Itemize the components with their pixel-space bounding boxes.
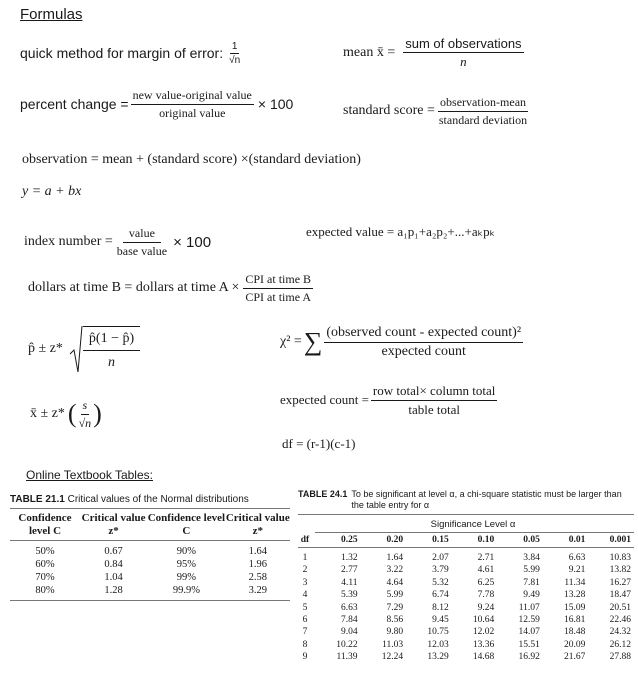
table-row xyxy=(298,564,634,576)
dollars-lhs: dollars at time B = dollars at time A × xyxy=(28,280,240,295)
table-cell: 95% xyxy=(176,559,196,570)
table-cell: 5 xyxy=(302,602,308,613)
table-cell: 5.32 xyxy=(432,577,449,588)
table-cell: 16.81 xyxy=(564,615,586,626)
table-cell: 11.03 xyxy=(382,639,404,650)
mean-numerator: sum of observations xyxy=(405,36,522,51)
table-cell: 16.27 xyxy=(609,577,631,588)
significance-level-column-header: 0.20 xyxy=(361,533,407,548)
table-cell: 5.99 xyxy=(523,565,540,576)
table-cell: 1 xyxy=(302,553,308,563)
table-row xyxy=(10,558,290,571)
significance-level-column-header: 0.01 xyxy=(543,533,589,548)
table-cell: 7 xyxy=(302,627,308,638)
table-cell: 9.49 xyxy=(523,590,540,601)
table-cell: 4 xyxy=(302,590,308,601)
table-cell: 1.96 xyxy=(248,559,267,570)
table-cell: 3.22 xyxy=(386,565,404,576)
expected-count-denominator: table total xyxy=(408,401,460,417)
standard-score-denominator: standard deviation xyxy=(438,112,528,127)
table-cell: 2 xyxy=(302,565,308,576)
table-row xyxy=(298,602,634,614)
index-number-lhs: index number = xyxy=(24,234,113,249)
table-cell: 9.24 xyxy=(477,602,495,613)
expected-value-formula: expected value = a₁p₁+a₂p₂+...+aₖpₖ xyxy=(306,224,496,239)
table-cell: 5.39 xyxy=(340,590,358,601)
table-row xyxy=(298,589,634,601)
table-21-1-label: TABLE 21.1 xyxy=(10,494,65,505)
expected-count-formula xyxy=(280,380,497,420)
margin-of-error-numerator: 1 xyxy=(231,40,238,52)
chi-square-numerator: (observed count - expected count)² xyxy=(324,325,523,343)
table-cell: 6 xyxy=(302,615,308,626)
percent-change-formula xyxy=(20,86,293,122)
table-cell: 8.12 xyxy=(432,602,449,613)
table-cell: 22.46 xyxy=(609,615,631,626)
mean-lhs: mean x̄ = xyxy=(343,45,396,60)
table-cell: 16.92 xyxy=(518,652,540,663)
table-cell: 6.74 xyxy=(432,590,449,601)
table-cell: 99.9% xyxy=(147,584,225,601)
table-cell: 70% xyxy=(35,572,55,583)
percent-change-numerator: new value-original value xyxy=(131,88,254,105)
table-row xyxy=(10,571,290,584)
table-21-1-header: Confidence level C xyxy=(147,509,225,541)
dollars-formula xyxy=(28,268,313,308)
sqrt-sign-icon xyxy=(69,324,83,374)
table-cell: 10.75 xyxy=(427,627,449,638)
table-cell: 5.99 xyxy=(386,590,404,601)
percent-change-times: × 100 xyxy=(257,96,294,112)
significance-level-column-header: 0.15 xyxy=(406,533,452,548)
table-cell: 13.36 xyxy=(472,639,495,650)
table-cell: 3.79 xyxy=(432,565,449,576)
table-cell: 1.64 xyxy=(386,553,404,563)
degrees-of-freedom-formula: df = (r-1)(c-1) xyxy=(282,436,356,451)
table-24-1-label: TABLE 24.1 xyxy=(298,489,348,499)
summation-icon: ∑ xyxy=(303,327,323,356)
table-cell: 50% xyxy=(35,546,55,557)
table-cell: 80% xyxy=(10,584,80,601)
table-cell: 12.24 xyxy=(381,652,404,663)
margin-of-error-denominator: √n xyxy=(229,54,241,66)
table-cell: 0.67 xyxy=(104,546,123,557)
table-cell: 13.82 xyxy=(609,565,631,576)
table-row xyxy=(298,548,634,565)
table-row xyxy=(298,614,634,626)
table-cell: 1.04 xyxy=(104,572,123,583)
table-cell: 3.29 xyxy=(226,584,290,601)
table-cell: 7.84 xyxy=(340,615,358,626)
proportion-ci-formula xyxy=(28,322,140,376)
table-cell: 12.02 xyxy=(472,627,495,638)
table-cell: 21.67 xyxy=(564,652,586,663)
chi-square-formula xyxy=(280,320,523,364)
table-cell: 1.64 xyxy=(248,546,267,557)
table-cell: 12.59 xyxy=(518,615,540,626)
table-cell: 26.12 xyxy=(609,639,631,650)
mean-ci-lhs: x̄ ± z* xyxy=(30,406,65,421)
table-cell: 7.78 xyxy=(477,590,495,601)
table-cell: 14.07 xyxy=(518,627,540,638)
table-cell: 11.39 xyxy=(336,652,358,663)
proportion-ci-numerator: p̂(1 − p̂) xyxy=(83,331,140,351)
table-cell: 2.58 xyxy=(248,572,267,583)
table-cell: 6.63 xyxy=(340,602,358,613)
table-cell: 14.68 xyxy=(472,652,495,663)
table-cell: 13.28 xyxy=(564,590,586,601)
table-row xyxy=(298,639,634,651)
expected-count-lhs: expected count = xyxy=(280,392,369,407)
significance-level-column-header: 0.05 xyxy=(497,533,543,548)
table-cell: 27.88 xyxy=(609,652,631,663)
table-cell: 10.83 xyxy=(609,553,631,563)
table-cell: 11.34 xyxy=(564,577,586,588)
margin-of-error-formula xyxy=(20,36,242,70)
table-21-1-header: Critical value z* xyxy=(80,509,147,541)
table-21-1-title xyxy=(10,492,290,509)
table-row xyxy=(10,541,290,559)
table-cell: 4.64 xyxy=(386,577,404,588)
dollars-numerator: CPI at time B xyxy=(243,272,313,289)
observation-formula: observation = mean + (standard score) ×(standard deviation) xyxy=(22,152,361,167)
table-cell: 11.07 xyxy=(518,602,540,613)
table-cell: 1.32 xyxy=(340,553,358,563)
table-cell: 60% xyxy=(35,559,55,570)
standard-score-formula xyxy=(343,92,529,130)
table-cell: 90% xyxy=(176,546,196,557)
margin-of-error-label: quick method for margin of error: xyxy=(20,45,224,61)
mean-denominator: n xyxy=(460,54,467,69)
table-cell: 3.84 xyxy=(523,553,540,563)
proportion-ci-lhs: p̂ ± z* xyxy=(28,341,63,356)
table-cell: 9.45 xyxy=(432,615,449,626)
table-cell: 9 xyxy=(302,652,308,663)
table-21-1-header: Critical value z* xyxy=(226,509,290,541)
table-cell: 6.25 xyxy=(477,577,495,588)
table-cell: 9.80 xyxy=(386,627,404,638)
standard-score-lhs: standard score = xyxy=(343,103,435,118)
table-cell: 9.21 xyxy=(568,565,586,576)
significance-level-column-header: 0.10 xyxy=(452,533,498,548)
table-cell: 20.51 xyxy=(609,602,631,613)
chi-square-denominator: expected count xyxy=(381,343,466,359)
table-cell: 99% xyxy=(176,572,196,583)
table-cell: 9.04 xyxy=(340,627,358,638)
table-cell: 15.09 xyxy=(564,602,586,613)
table-cell: 2.07 xyxy=(432,553,449,563)
linear-formula: y = a + bx xyxy=(22,184,82,199)
table-21-1-grid xyxy=(10,509,290,601)
online-tables-label: Online Textbook Tables: xyxy=(26,468,153,482)
table-cell: 7.29 xyxy=(386,602,404,613)
expected-count-numerator: row total× column total xyxy=(371,383,498,401)
table-cell: 10.64 xyxy=(472,615,495,626)
table-row xyxy=(298,651,634,663)
table-cell: 8.56 xyxy=(386,615,404,626)
table-cell: 15.51 xyxy=(518,639,540,650)
table-row xyxy=(298,577,634,589)
page-title: Formulas xyxy=(20,6,83,23)
dollars-denominator: CPI at time A xyxy=(245,289,312,304)
table-21-1-header: Confidence level C xyxy=(10,509,80,541)
table-cell: 18.48 xyxy=(564,627,586,638)
table-21-1-caption: Critical values of the Normal distributions xyxy=(67,494,249,505)
table-cell: 2.71 xyxy=(477,553,495,563)
chi-square-lhs: χ² = xyxy=(280,334,302,349)
index-number-times: × 100 xyxy=(173,233,212,251)
table-cell: 20.09 xyxy=(564,639,586,650)
table-21-1 xyxy=(10,492,290,601)
mean-formula xyxy=(343,34,524,72)
mean-ci-numerator: s xyxy=(81,398,90,415)
table-cell: 12.03 xyxy=(427,639,449,650)
percent-change-denominator: original value xyxy=(159,105,226,120)
table-24-1-title xyxy=(298,488,634,515)
mean-ci-denominator: √n xyxy=(78,415,92,430)
table-24-1-caption: To be significant at level α, a chi-square statistic must be larger than the table entry for α xyxy=(351,489,622,510)
mean-ci-formula: x̄ ± z* ( $\frac{s}{√n}$ ) xyxy=(30,397,102,430)
df-header: df xyxy=(298,533,315,548)
table-cell: 8 xyxy=(302,639,308,650)
table-cell: 0.84 xyxy=(104,559,123,570)
index-number-denominator: base value xyxy=(116,243,168,258)
percent-change-lhs: percent change = xyxy=(20,96,129,112)
table-cell: 3 xyxy=(302,577,308,588)
table-cell: 13.29 xyxy=(427,652,449,663)
table-cell: 6.63 xyxy=(568,553,586,563)
table-cell: 2.77 xyxy=(340,565,358,576)
standard-score-numerator: observation-mean xyxy=(438,95,528,112)
table-24-1 xyxy=(298,488,634,664)
table-row xyxy=(10,584,290,601)
table-row xyxy=(298,626,634,638)
proportion-ci-denominator: n xyxy=(108,354,116,370)
significance-level-column-header: 0.25 xyxy=(315,533,361,548)
table-cell: 10.22 xyxy=(336,639,358,650)
table-cell: 18.47 xyxy=(609,590,631,601)
table-24-1-grid xyxy=(298,515,634,664)
table-cell: 1.28 xyxy=(80,584,147,601)
table-cell: 4.61 xyxy=(477,565,495,576)
significance-level-column-header: 0.001 xyxy=(588,533,634,548)
index-number-numerator: value xyxy=(123,226,161,243)
table-cell: 7.81 xyxy=(523,577,540,588)
significance-level-header: Significance Level α xyxy=(315,515,634,533)
table-cell: 24.32 xyxy=(609,627,631,638)
index-number-formula xyxy=(24,222,211,262)
table-cell: 4.11 xyxy=(341,577,358,588)
